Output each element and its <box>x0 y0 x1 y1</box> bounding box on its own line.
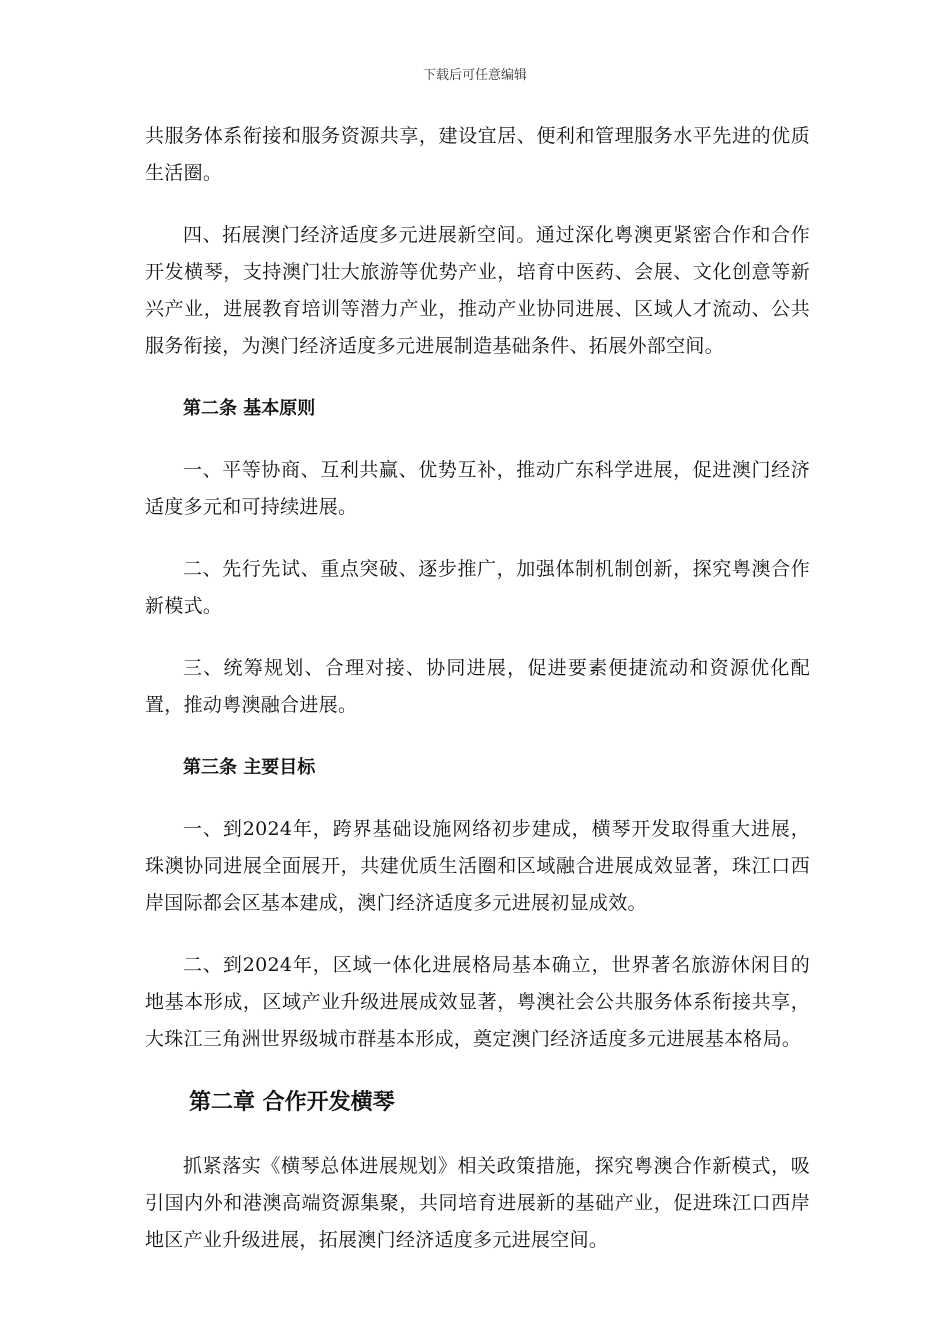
article-3-heading: 第三条 主要目标 <box>183 757 316 778</box>
article-2-heading: 第二条 基本原则 <box>183 398 316 419</box>
article-2-paragraph-2: 二、先行先试、重点突破、逐步推广，加强体制机制创新，探究粤澳合作新模式。 <box>145 558 810 617</box>
article-3-paragraph-1: 一、到2024年，跨界基础设施网络初步建成，横琴开发取得重大进展，珠澳协同进展全面展开，共建优质生活圈和区域融合进展成效显著，珠江口西岸国际都会区基本建成，澳门经济适度多元进展初显成效。 <box>145 818 810 914</box>
document-body <box>145 118 810 1259</box>
article-2-paragraph-3: 三、统筹规划、合理对接、协同进展，促进要素便捷流动和资源优化配置，推动粤澳融合进展。 <box>145 657 810 716</box>
header-note: 下载后可任意编辑 <box>422 68 527 83</box>
paragraph-four: 四、拓展澳门经济适度多元进展新空间。通过深化粤澳更紧密合作和合作开发横琴，支持澳门壮大旅游等优势产业，培育中医药、会展、文化创意等新兴产业，进展教育培训等潜力产业，推动产业协同进展、区域人才流动、公共服务衔接，为澳门经济适度多元进展制造基础条件、拓展外部空间。 <box>145 224 810 357</box>
chapter-2-heading: 第二章 合作开发横琴 <box>189 1090 395 1115</box>
chapter-2-paragraph-1: 抓紧落实《横琴总体进展规划》相关政策措施，探究粤澳合作新模式，吸引国内外和港澳高端资源集聚，共同培育进展新的基础产业，促进珠江口西岸地区产业升级进展，拓展澳门经济适度多元进展空间。 <box>145 1155 810 1251</box>
article-2-paragraph-1: 一、平等协商、互利共赢、优势互补，推动广东科学进展，促进澳门经济适度多元和可持续进展。 <box>145 459 810 518</box>
paragraph-continuation: 共服务体系衔接和服务资源共享，建设宜居、便利和管理服务水平先进的优质生活圈。 <box>145 125 810 184</box>
article-3-paragraph-2: 二、到2024年，区域一体化进展格局基本确立，世界著名旅游休闲目的地基本形成，区域产业升级进展成效显著，粤澳社会公共服务体系衔接共享，大珠江三角洲世界级城市群基本形成，奠定澳门经济适度多元进展基本格局。 <box>145 954 810 1050</box>
